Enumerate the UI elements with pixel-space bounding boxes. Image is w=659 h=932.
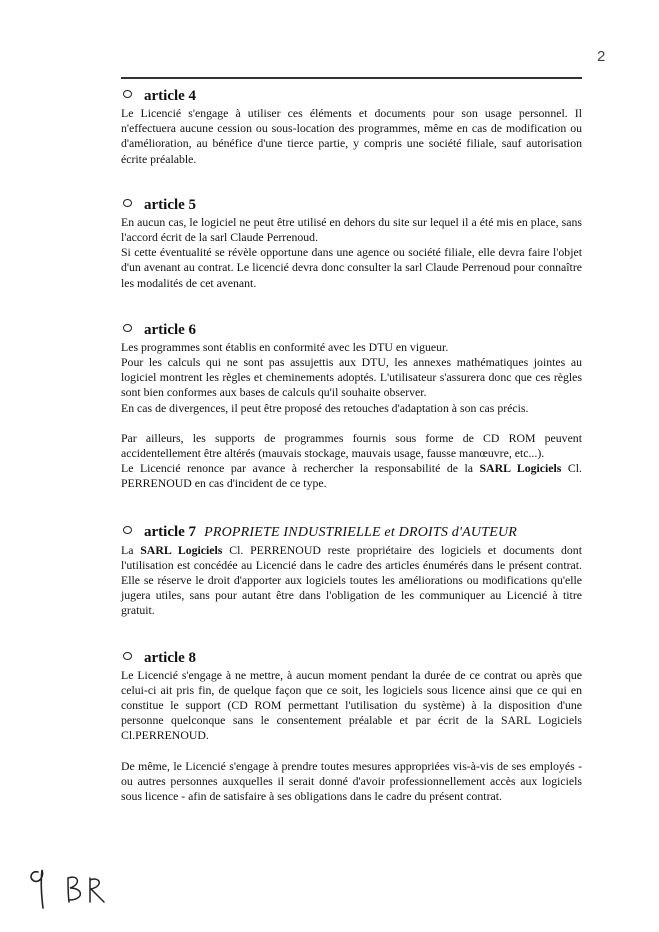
document-body (121, 86, 582, 804)
article-title: article 8 (144, 649, 197, 666)
article-5 (121, 195, 582, 291)
article-heading (121, 648, 582, 668)
company-name: SARL Logiciels (479, 461, 562, 476)
article-paragraph: De même, le Licencié s'engage à prendre toutes mesures appropriées vis-à-vis de ses employés - ou autres personnes auxquelles il serait donné d'avoir professionnellement accès aux logiciels sous licence - afin de satisfaire à ses obligations dans le cadre du présent contrat. (121, 758, 582, 804)
text-run: Cl. PERRENOUD reste propriétaire des logiciels et documents dont l'utilisation est concédée au Licencié dans le cadre des articles énumérés dans le présent contrat. Elle se réserve le droit d'apporter aux logiciels toutes les améliorations ou modifications qu'elle jugera utiles, sans pour autant être dans l'obligation de les communiquer au Licencié à titre gratuit. (121, 542, 582, 618)
page-number: 2 (597, 48, 606, 65)
circle-bullet-icon (123, 526, 132, 534)
article-7 (121, 522, 582, 619)
article-paragraph: Les programmes sont établis en conformité avec les DTU en vigueur. (121, 339, 449, 354)
article-heading (121, 320, 582, 340)
article-title: article 7 (144, 523, 197, 540)
article-heading (121, 195, 582, 215)
article-4 (121, 86, 582, 167)
article-title: article 6 (144, 321, 197, 338)
article-paragraph: Si cette éventualité se révèle opportune dans une agence ou société filiale, elle devra faire l'objet d'un avenant au contrat. Le licencié devra donc consulter la sarl Claude Perrenoud pour connaître les modalités de cet avenant. (121, 245, 582, 290)
article-6 (121, 320, 582, 492)
header-rule (121, 77, 582, 79)
text-run: Cl. PERRENOUD en cas d'incident de ce type. (121, 461, 582, 491)
handwritten-initials (24, 858, 120, 914)
text-run: La (121, 542, 141, 557)
circle-bullet-icon (123, 324, 132, 332)
article-paragraph (121, 543, 582, 619)
circle-bullet-icon (123, 90, 132, 98)
article-heading (121, 522, 582, 543)
article-paragraph: En aucun cas, le logiciel ne peut être utilisé en dehors du site sur lequel il a été mis en place, sans l'accord écrit de la sarl Claude Perrenoud. (121, 214, 582, 245)
article-title: article 5 (144, 196, 197, 213)
text-run: Le Licencié renonce par avance à rechercher la responsabilité de la (121, 461, 480, 476)
circle-bullet-icon (123, 652, 132, 660)
article-heading (121, 86, 582, 106)
article-paragraph: En cas de divergences, il peut être proposé des retouches d'adaptation à son cas précis. (121, 400, 529, 415)
article-paragraph: Le Licencié s'engage à utiliser ces éléments et documents pour son usage personnel. Il n'effectuera aucune cession ou sous-location des programmes, même en cas de modification ou d'amélioration, au bénéfice d'une tierce partie, y compris une société filiale, sauf autorisation écrite préalable. (121, 106, 582, 166)
article-paragraph: Le Licencié s'engage à ne mettre, à aucun moment pendant la durée de ce contrat ou après que celui-ci ait pris fin, de quelque façon que ce soit, les logiciels sous licence ainsi que ce qui en constitue le support (CD ROM permettant l'utilisation du système) à la disposition d'une personne quelconque sans le consentement préalable et par écrit de la SARL Logiciels Cl.PERRENOUD. (121, 667, 582, 743)
company-name: SARL Logiciels (140, 542, 223, 557)
article-paragraph: Par ailleurs, les supports de programmes fournis sous forme de CD ROM peuvent accidentellement être altérés (mauvais stockage, mauvais usage, fausse manœuvre, etc...). (121, 430, 582, 461)
article-title: article 4 (144, 88, 197, 104)
circle-bullet-icon (123, 199, 132, 207)
article-8 (121, 648, 582, 805)
article-subtitle: PROPRIETE INDUSTRIELLE et DROITS d'AUTEUR (204, 524, 518, 540)
article-paragraph: Pour les calculs qui ne sont pas assujettis aux DTU, les annexes mathématiques jointes au logiciel montrent les règles et cheminements adoptés. L'utilisateur s'assurera donc que ces règles sont bien conformes aux bases de calculs qu'il souhaite observer. (121, 355, 582, 400)
article-paragraph (121, 461, 582, 491)
